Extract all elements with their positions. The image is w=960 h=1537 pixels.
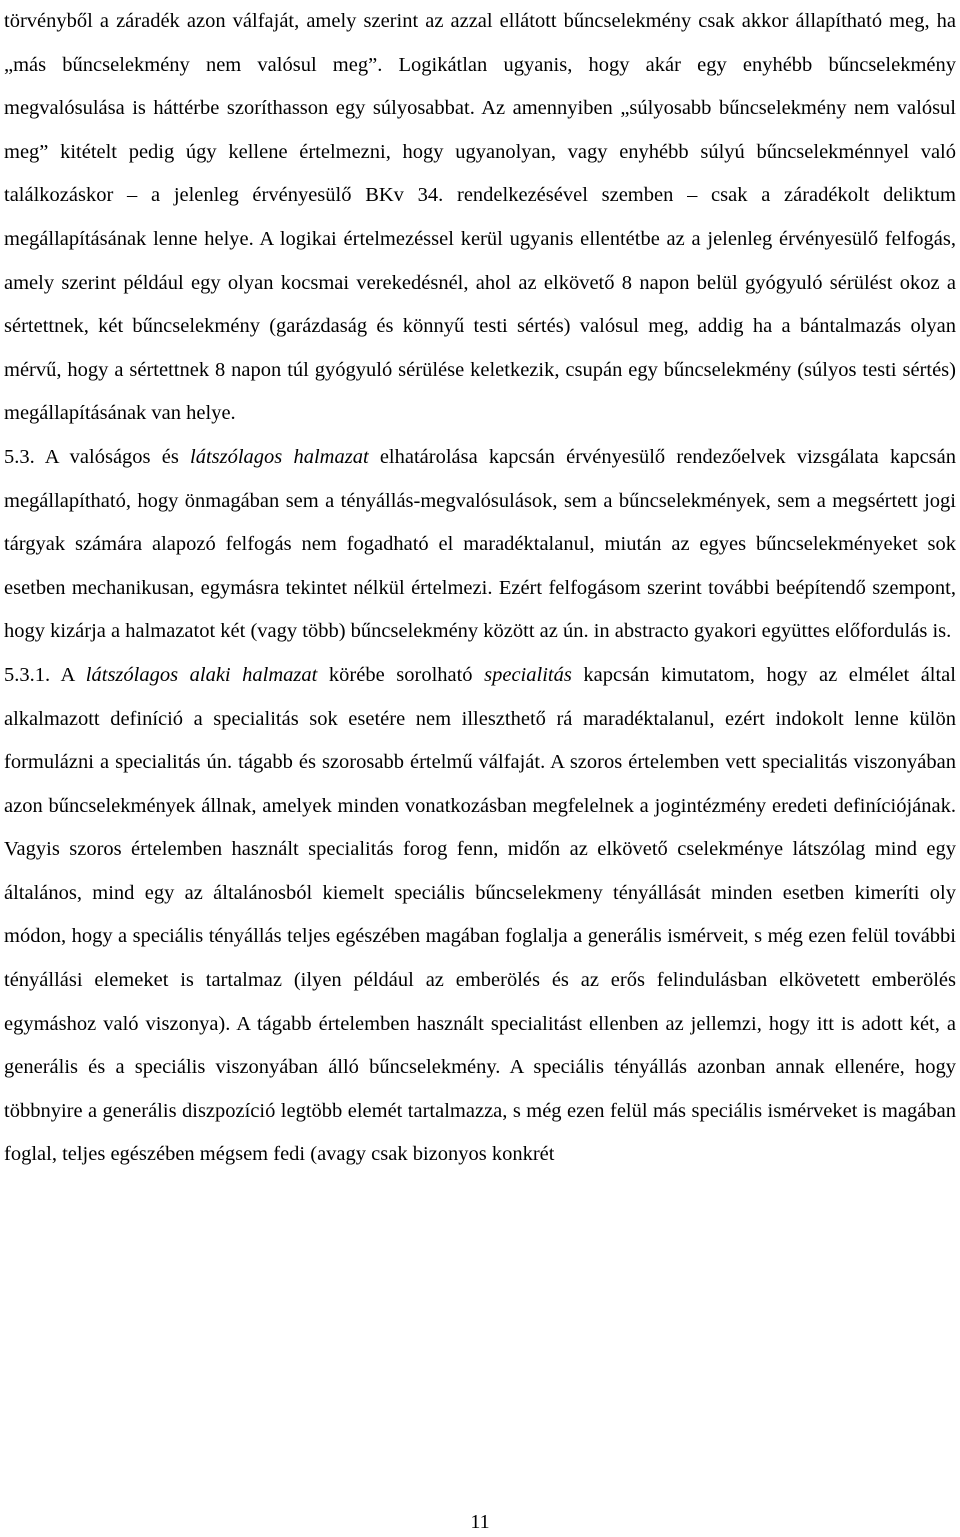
paragraph-3-segment: kapcsán kimutatom, hogy az elmélet által alkalmazott definíció a specialitás sok esetére nem illeszthető rá maradéktalanul, ezért indokolt lenne külön formulázni a specialitás ún. tágabb és szorosabb értelmű válfaját. A szoros értelemben vett specialitás viszonyában azon bűncselekmények állnak, amelyek minden vonatkozásban megfelelnek a jogintézmény eredeti definíciójának. Vagyis szoros értelemben használt specialitás forog fenn, midőn az elkövető cselekménye látszólag mind egy általános, mind egy az általánosból kiemelt speciális bűncselekmeny tényállását minden esetben kimeríti oly módon, hogy a speciális tényállás teljes egészében magában foglalja a generális ismérveit, s még ezen felül további tényállási elemeket is tartalmaz (ilyen például az emberölés és az erős felindulásban elkövetett emberölés egymáshoz való viszonya). A tágabb értelemben használt specialitást ellenben az jellemzi, hogy itt is adott két, a generális és a speciális viszonyában álló bűncselekmény. A speciális tényállás azonban annak ellenére, hogy többnyire a generális diszpozíció legtöbb elemét tartalmazza, s még ezen felül más speciális ismérveket is magában foglal, teljes egészében mégsem fedi (avagy csak bizonyos konkrét	[4, 663, 956, 1166]
paragraph-3-segment: 5.3.1. A	[4, 663, 86, 686]
paragraph-3-emphasis: látszólagos alaki halmazat	[85, 663, 318, 686]
paragraph-2	[4, 436, 956, 654]
paragraph-1	[4, 0, 956, 436]
paragraph-2-segment: elhatárolása kapcsán érvényesülő rendezőelvek vizsgálata kapcsán megállapítható, hogy önmagában sem a tényállás-megvalósulások, sem a bűncselekmények, sem a megsértett jogi tárgyak számára alapozó felfogás nem fogadható el maradéktalanul, miután az egyes bűncselekményeket sok esetben mechanikusan, egymásra tekintet nélkül értelmezi. Ezért felfogásom szerint további beépítendő szempont, hogy kizárja a halmazatot két (vagy több) bűncselekmény között az ún. in abstracto gyakori együttes előfordulás is.	[4, 445, 956, 643]
paragraph-1-text: törvényből a záradék azon válfaját, amely szerint az azzal ellátott bűncselekmény csak akkor állapítható meg, ha „más bűncselekmény nem valósul meg”. Logikátlan ugyanis, hogy akár egy enyhébb bűncselekmény megvalósulása is háttérbe szoríthasson egy súlyosabbat. Az amennyiben „súlyosabb bűncselekmény nem valósul meg” kitételt pedig úgy kellene értelmezni, hogy ugyanolyan, vagy enyhébb súlyú bűncselekménnyel való találkozáskor – a jelenleg érvényesülő BKv 34. rendelkezésével szemben – csak a záradékolt deliktum megállapításának lenne helye. A logikai értelmezéssel kerül ugyanis ellentétbe az a jelenleg érvényesülő felfogás, amely szerint például egy olyan kocsmai verekedésnél, ahol az elkövető 8 napon belül gyógyuló sérülést okoz a sértettnek, két bűncselekmény (garázdaság és könnyű testi sértés) valósul meg, addig ha a bántalmazás olyan mérvű, hogy a sértettnek 8 napon túl gyógyuló sérülése keletkezik, csupán egy bűncselekmény (súlyos testi sértés) megállapításának van helye.	[4, 10, 956, 425]
paragraph-3-segment: körébe sorolható	[317, 663, 485, 686]
body-text	[4, 0, 956, 1177]
paragraph-3-emphasis: specialitás	[484, 663, 572, 686]
paragraph-2-emphasis: látszólagos halmazat	[190, 445, 369, 468]
page-number: 11	[470, 1511, 490, 1533]
document-page	[4, 0, 956, 1537]
paragraph-2-segment: 5.3. A valóságos és	[4, 445, 190, 468]
paragraph-3	[4, 654, 956, 1177]
